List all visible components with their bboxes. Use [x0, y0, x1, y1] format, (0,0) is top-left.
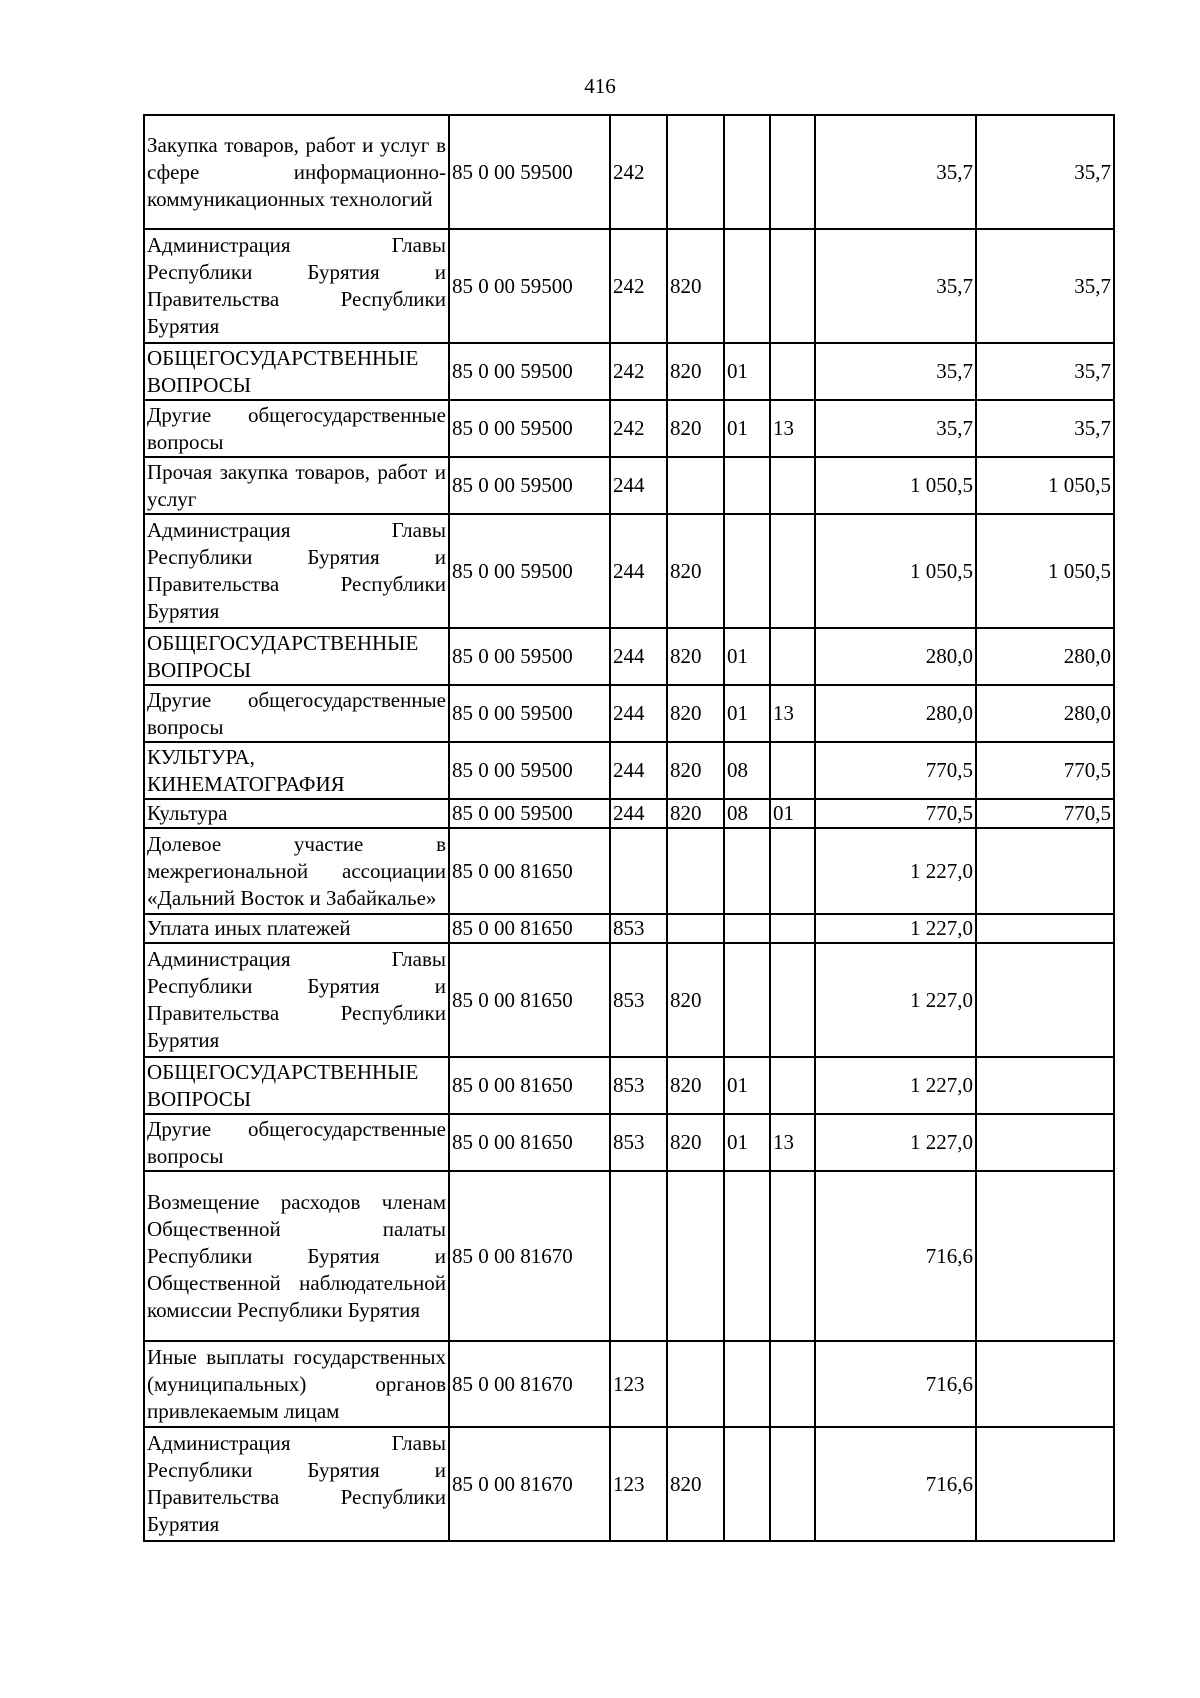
- target-article-cell: 85 0 00 81670: [449, 1171, 610, 1341]
- administrator-cell: 820: [667, 400, 724, 457]
- administrator-cell: 820: [667, 1057, 724, 1114]
- amount-year2-cell: 35,7: [976, 229, 1114, 343]
- administrator-cell: 820: [667, 742, 724, 799]
- amount-year1-cell: 280,0: [815, 685, 976, 742]
- administrator-cell: [667, 1341, 724, 1427]
- row-name-cell: Администрация Главы Республики Бурятия и Правительства Республики Бурятия: [144, 229, 449, 343]
- target-article-cell: 85 0 00 81650: [449, 1057, 610, 1114]
- table-row: [144, 457, 1114, 514]
- target-article-cell: 85 0 00 59500: [449, 514, 610, 628]
- administrator-cell: 820: [667, 343, 724, 400]
- table-row: [144, 1057, 1114, 1114]
- subsection-cell: [770, 742, 815, 799]
- subsection-cell: [770, 1171, 815, 1341]
- expense-type-cell: 242: [610, 343, 667, 400]
- table-row: [144, 1427, 1114, 1541]
- section-cell: [724, 828, 770, 914]
- subsection-cell: [770, 229, 815, 343]
- subsection-cell: 13: [770, 1114, 815, 1171]
- budget-table: [143, 114, 1115, 1542]
- amount-year2-cell: [976, 828, 1114, 914]
- table-row: [144, 1171, 1114, 1341]
- table-row: [144, 229, 1114, 343]
- amount-year2-cell: [976, 1171, 1114, 1341]
- amount-year2-cell: [976, 943, 1114, 1057]
- table-row: [144, 514, 1114, 628]
- amount-year1-cell: 35,7: [815, 400, 976, 457]
- subsection-cell: 13: [770, 400, 815, 457]
- amount-year2-cell: 35,7: [976, 343, 1114, 400]
- row-name-cell: КУЛЬТУРА, КИНЕМАТОГРАФИЯ: [144, 742, 449, 799]
- section-cell: [724, 1341, 770, 1427]
- subsection-cell: 01: [770, 799, 815, 828]
- amount-year2-cell: 1 050,5: [976, 457, 1114, 514]
- row-name-cell: Закупка товаров, работ и услуг в сфере информационно-коммуникационных технологий: [144, 115, 449, 229]
- amount-year1-cell: 716,6: [815, 1427, 976, 1541]
- target-article-cell: 85 0 00 81650: [449, 914, 610, 943]
- amount-year2-cell: [976, 1427, 1114, 1541]
- amount-year2-cell: 1 050,5: [976, 514, 1114, 628]
- expense-type-cell: 123: [610, 1427, 667, 1541]
- row-name-cell: ОБЩЕГОСУДАРСТВЕННЫЕ ВОПРОСЫ: [144, 343, 449, 400]
- subsection-cell: [770, 628, 815, 685]
- section-cell: 01: [724, 343, 770, 400]
- row-name-cell: Возмещение расходов членам Общественной палаты Республики Бурятия и Общественной наблюдательной комиссии Республики Бурятия: [144, 1171, 449, 1341]
- row-name-cell: Уплата иных платежей: [144, 914, 449, 943]
- row-name-cell: Прочая закупка товаров, работ и услуг: [144, 457, 449, 514]
- section-cell: 01: [724, 628, 770, 685]
- subsection-cell: [770, 943, 815, 1057]
- subsection-cell: [770, 115, 815, 229]
- section-cell: [724, 457, 770, 514]
- administrator-cell: 820: [667, 514, 724, 628]
- table-row: [144, 400, 1114, 457]
- amount-year1-cell: 716,6: [815, 1341, 976, 1427]
- row-name-cell: ОБЩЕГОСУДАРСТВЕННЫЕ ВОПРОСЫ: [144, 628, 449, 685]
- budget-table-body: [144, 115, 1114, 1541]
- administrator-cell: [667, 115, 724, 229]
- subsection-cell: 13: [770, 685, 815, 742]
- administrator-cell: 820: [667, 628, 724, 685]
- expense-type-cell: 242: [610, 400, 667, 457]
- target-article-cell: 85 0 00 59500: [449, 115, 610, 229]
- section-cell: 08: [724, 742, 770, 799]
- target-article-cell: 85 0 00 59500: [449, 343, 610, 400]
- table-row: [144, 1341, 1114, 1427]
- table-row: [144, 943, 1114, 1057]
- amount-year1-cell: 1 227,0: [815, 1114, 976, 1171]
- administrator-cell: 820: [667, 799, 724, 828]
- amount-year2-cell: 280,0: [976, 628, 1114, 685]
- target-article-cell: 85 0 00 81670: [449, 1341, 610, 1427]
- target-article-cell: 85 0 00 59500: [449, 799, 610, 828]
- table-row: [144, 115, 1114, 229]
- expense-type-cell: [610, 828, 667, 914]
- administrator-cell: 820: [667, 229, 724, 343]
- section-cell: [724, 514, 770, 628]
- row-name-cell: Другие общегосударственные вопросы: [144, 685, 449, 742]
- amount-year1-cell: 770,5: [815, 742, 976, 799]
- administrator-cell: 820: [667, 1114, 724, 1171]
- amount-year1-cell: 1 227,0: [815, 828, 976, 914]
- section-cell: [724, 943, 770, 1057]
- expense-type-cell: 242: [610, 229, 667, 343]
- row-name-cell: Иные выплаты государственных (муниципальных) органов привлекаемым лицам: [144, 1341, 449, 1427]
- section-cell: [724, 115, 770, 229]
- target-article-cell: 85 0 00 59500: [449, 628, 610, 685]
- amount-year1-cell: 1 227,0: [815, 1057, 976, 1114]
- amount-year2-cell: 280,0: [976, 685, 1114, 742]
- table-row: [144, 343, 1114, 400]
- page-number: 416: [584, 74, 616, 98]
- target-article-cell: 85 0 00 81650: [449, 943, 610, 1057]
- expense-type-cell: 244: [610, 799, 667, 828]
- row-name-cell: Долевое участие в межрегиональной ассоциации «Дальний Восток и Забайкалье»: [144, 828, 449, 914]
- subsection-cell: [770, 457, 815, 514]
- expense-type-cell: 853: [610, 943, 667, 1057]
- administrator-cell: 820: [667, 1427, 724, 1541]
- section-cell: 01: [724, 1114, 770, 1171]
- table-row: [144, 1114, 1114, 1171]
- table-row: [144, 799, 1114, 828]
- table-row: [144, 628, 1114, 685]
- amount-year2-cell: [976, 914, 1114, 943]
- administrator-cell: 820: [667, 685, 724, 742]
- expense-type-cell: 244: [610, 628, 667, 685]
- expense-type-cell: 853: [610, 1057, 667, 1114]
- administrator-cell: [667, 828, 724, 914]
- row-name-cell: ОБЩЕГОСУДАРСТВЕННЫЕ ВОПРОСЫ: [144, 1057, 449, 1114]
- subsection-cell: [770, 1341, 815, 1427]
- target-article-cell: 85 0 00 81670: [449, 1427, 610, 1541]
- table-row: [144, 685, 1114, 742]
- subsection-cell: [770, 343, 815, 400]
- administrator-cell: 820: [667, 943, 724, 1057]
- administrator-cell: [667, 457, 724, 514]
- amount-year1-cell: 35,7: [815, 115, 976, 229]
- amount-year2-cell: [976, 1341, 1114, 1427]
- row-name-cell: Культура: [144, 799, 449, 828]
- section-cell: 08: [724, 799, 770, 828]
- target-article-cell: 85 0 00 59500: [449, 685, 610, 742]
- amount-year1-cell: 280,0: [815, 628, 976, 685]
- expense-type-cell: 853: [610, 914, 667, 943]
- amount-year2-cell: 770,5: [976, 799, 1114, 828]
- target-article-cell: 85 0 00 59500: [449, 457, 610, 514]
- row-name-cell: Другие общегосударственные вопросы: [144, 400, 449, 457]
- table-row: [144, 828, 1114, 914]
- target-article-cell: 85 0 00 81650: [449, 1114, 610, 1171]
- expense-type-cell: 244: [610, 457, 667, 514]
- subsection-cell: [770, 514, 815, 628]
- amount-year1-cell: 35,7: [815, 229, 976, 343]
- amount-year1-cell: 770,5: [815, 799, 976, 828]
- expense-type-cell: 244: [610, 514, 667, 628]
- expense-type-cell: [610, 1171, 667, 1341]
- section-cell: [724, 1171, 770, 1341]
- row-name-cell: Администрация Главы Республики Бурятия и Правительства Республики Бурятия: [144, 1427, 449, 1541]
- row-name-cell: Другие общегосударственные вопросы: [144, 1114, 449, 1171]
- amount-year2-cell: [976, 1114, 1114, 1171]
- section-cell: [724, 914, 770, 943]
- amount-year1-cell: 1 227,0: [815, 914, 976, 943]
- amount-year2-cell: 770,5: [976, 742, 1114, 799]
- section-cell: [724, 229, 770, 343]
- subsection-cell: [770, 914, 815, 943]
- table-row: [144, 742, 1114, 799]
- expense-type-cell: 853: [610, 1114, 667, 1171]
- amount-year2-cell: 35,7: [976, 400, 1114, 457]
- amount-year1-cell: 1 050,5: [815, 457, 976, 514]
- section-cell: 01: [724, 685, 770, 742]
- row-name-cell: Администрация Главы Республики Бурятия и Правительства Республики Бурятия: [144, 943, 449, 1057]
- expense-type-cell: 242: [610, 115, 667, 229]
- section-cell: 01: [724, 1057, 770, 1114]
- amount-year1-cell: 716,6: [815, 1171, 976, 1341]
- expense-type-cell: 123: [610, 1341, 667, 1427]
- section-cell: [724, 1427, 770, 1541]
- amount-year2-cell: [976, 1057, 1114, 1114]
- target-article-cell: 85 0 00 81650: [449, 828, 610, 914]
- administrator-cell: [667, 1171, 724, 1341]
- section-cell: 01: [724, 400, 770, 457]
- subsection-cell: [770, 1057, 815, 1114]
- administrator-cell: [667, 914, 724, 943]
- amount-year2-cell: 35,7: [976, 115, 1114, 229]
- amount-year1-cell: 1 050,5: [815, 514, 976, 628]
- expense-type-cell: 244: [610, 742, 667, 799]
- subsection-cell: [770, 1427, 815, 1541]
- target-article-cell: 85 0 00 59500: [449, 742, 610, 799]
- expense-type-cell: 244: [610, 685, 667, 742]
- row-name-cell: Администрация Главы Республики Бурятия и Правительства Республики Бурятия: [144, 514, 449, 628]
- amount-year1-cell: 35,7: [815, 343, 976, 400]
- target-article-cell: 85 0 00 59500: [449, 400, 610, 457]
- table-row: [144, 914, 1114, 943]
- amount-year1-cell: 1 227,0: [815, 943, 976, 1057]
- target-article-cell: 85 0 00 59500: [449, 229, 610, 343]
- subsection-cell: [770, 828, 815, 914]
